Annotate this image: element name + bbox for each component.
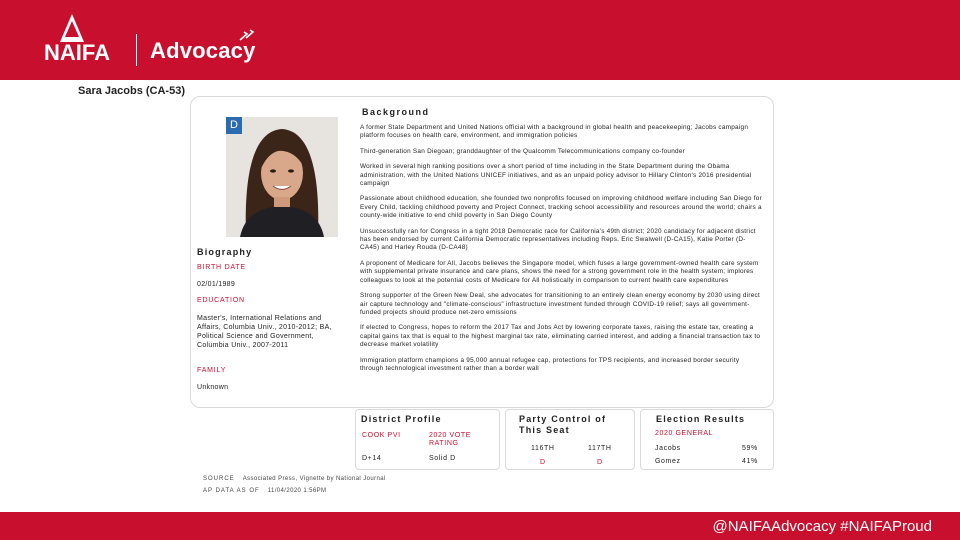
asof-label: AP DATA AS OF <box>203 488 260 494</box>
candidate-pct: 59% <box>742 445 758 452</box>
portrait-illustration <box>226 117 338 237</box>
double-chevron-icon <box>238 28 256 44</box>
source-value: Associated Press, Vignette by National Journal <box>242 476 386 482</box>
header-band <box>0 0 960 80</box>
background-heading: Background <box>362 107 430 117</box>
candidate-name: Gomez <box>655 458 681 465</box>
data-asof-line <box>203 488 326 494</box>
congress-116-label: 116TH <box>531 445 555 452</box>
background-item: Unsuccessfully ran for Congress in a tight 2018 Democratic race for California's 49th district; 2020 candidacy for adjacent district has been endorsed by current California Democratic representatives including Reps. Eric Swalwell (D-CA15), Katie Porter (D-CA45) and Harley Rouda (D-CA48) <box>360 227 756 252</box>
vote-rating-value: Solid D <box>429 455 456 462</box>
naifa-logo <box>44 12 144 72</box>
background-item: A former State Department and United Nations official with a background in global health and peacekeeping; Jacobs campaign platform focuses on health care, environment, and immigration policies <box>360 124 749 140</box>
background-list <box>360 124 762 380</box>
asof-value: 11/04/2020 1:56PM <box>267 488 327 494</box>
election-results-title: Election Results <box>656 414 746 424</box>
family-value: Unknown <box>197 384 229 391</box>
party-badge: D <box>226 117 242 134</box>
education-label: EDUCATION <box>197 297 245 304</box>
logo-divider <box>136 34 137 66</box>
background-item: Passionate about childhood education, she founded two nonprofits focused on improving childhood welfare including San Diego for Every Child, tackling childhood poverty and Project Connect, tracking school accessibility and resources around the world; chairs a county-wide initiative to end child poverty in San Diego County <box>360 195 762 220</box>
education-value: Master's, International Relations and Affairs, Columbia Univ., 2010-2012; BA, Political Science and Government, Columbia Univ., 2007-2011 <box>197 315 332 349</box>
footer-band <box>0 512 960 540</box>
background-item: A proponent of Medicare for All, Jacobs believes the Singapore model, which fuses a large government-owned health care system with supplemental private insurance and care plans, shows the need for a strong government role in the health system; implores colleagues to look at the potential costs of Medicare for All holistically in comparison to current health care expenditures <box>360 259 759 284</box>
congress-117-label: 117TH <box>588 445 612 452</box>
logo-section-label: Advocacy <box>150 38 256 63</box>
party-control-title: Party Control of This Seat <box>519 414 607 435</box>
vote-rating-label: 2020 VOTE RATING <box>429 432 471 447</box>
congress-116-party: D <box>540 459 546 466</box>
district-profile-title: District Profile <box>361 414 442 424</box>
footer-hashtags: @NAIFAAdvocacy #NAIFAProud <box>712 518 932 535</box>
background-item: Third-generation San Diegoan; granddaughter of the Qualcomm Telecommunications company co-founder <box>360 147 686 155</box>
birth-date-label: BIRTH DATE <box>197 264 246 271</box>
background-item: If elected to Congress, hopes to reform the 2017 Tax and Jobs Act by lowering corporate taxes, raising the estate tax, creating a capital gains tax that is equal to the highest marginal tax rate, eliminating carried interest, and adding a financial transaction tax to decrease market volatility <box>360 324 761 349</box>
source-line <box>203 476 386 482</box>
member-photo <box>226 117 338 237</box>
cook-pvi-value: D+14 <box>362 455 382 462</box>
biography-heading: Biography <box>197 247 253 257</box>
background-item: Worked in several high ranking positions over a short period of time including in the State Department during the Obama administration, with the United Nations UNICEF initiatives, and as an unpaid policy advisor to Hillary Clinton's 2016 presidential campaign <box>360 163 752 188</box>
election-subtitle: 2020 GENERAL <box>655 430 714 437</box>
background-item: Immigration platform champions a 95,000 annual refugee cap, protections for TPS recipients, and increased border security through technological investment rather than a border wall <box>360 356 740 372</box>
family-label: FAMILY <box>197 367 227 374</box>
background-item: Strong supporter of the Green New Deal, she advocates for transitioning to an entirely clean energy economy by 2030 using direct air capture technology and "climate-conscious" infrastructure investment funded through COVID-19 relief; says all government-funded projects should produce net-zero emissions <box>360 292 761 316</box>
candidate-name: Jacobs <box>655 445 681 452</box>
logo-wordmark: NAIFA <box>44 40 110 65</box>
candidate-pct: 41% <box>742 458 758 465</box>
congress-117-party: D <box>597 459 603 466</box>
source-label: SOURCE <box>203 476 235 482</box>
cook-pvi-label: COOK PVI <box>362 432 401 439</box>
birth-date-value: 02/01/1989 <box>197 281 236 288</box>
page-title: Sara Jacobs (CA-53) <box>78 85 185 97</box>
